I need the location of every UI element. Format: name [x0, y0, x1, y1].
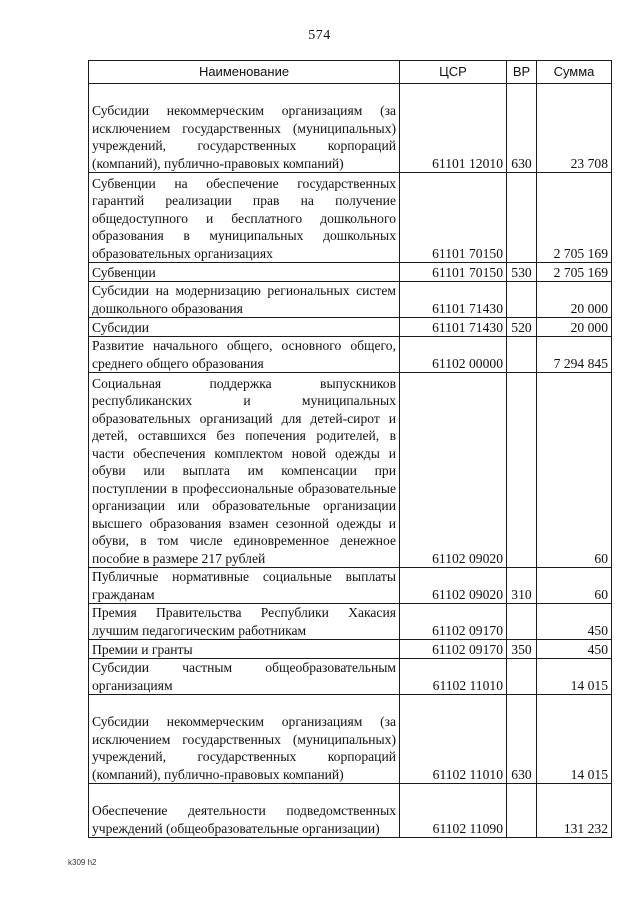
- row-name: Социальная поддержка выпускников республиканских и муниципальных образовательных организаций для детей-сирот и детей, оставшихся без попечения родителей, в части обеспечения комплектом новой одежды и обуви или выплата им компенсации при поступлении в профессиональные образовательные организации или образовательные организации высшего образования взамен сезонной одежды и обуви, в том числе единовременное денежное пособие в размере 217 рублей: [89, 373, 400, 568]
- row-sum: 131 232: [537, 784, 612, 838]
- footer-code: k309 h2: [68, 858, 97, 867]
- row-csr: 61102 11010: [400, 695, 507, 784]
- row-name: Субсидии: [89, 318, 400, 337]
- row-vr: 630: [507, 84, 537, 173]
- row-sum: 2 705 169: [537, 263, 612, 282]
- row-csr: 61101 71430: [400, 318, 507, 337]
- row-sum: 60: [537, 373, 612, 568]
- column-header-csr: ЦСР: [400, 61, 507, 84]
- row-csr: 61102 09020: [400, 568, 507, 604]
- row-vr: [507, 282, 537, 318]
- row-sum: 60: [537, 568, 612, 604]
- row-vr: 310: [507, 568, 537, 604]
- table-row: [89, 282, 612, 318]
- row-name: Публичные нормативные социальные выплаты гражданам: [89, 568, 400, 604]
- table-row: [89, 695, 612, 784]
- table-row: [89, 640, 612, 659]
- table-row: [89, 568, 612, 604]
- row-sum: 14 015: [537, 695, 612, 784]
- row-sum: 23 708: [537, 84, 612, 173]
- row-name: Субсидии частным общеобразовательным организациям: [89, 659, 400, 695]
- row-csr: 61102 11090: [400, 784, 507, 838]
- row-vr: 630: [507, 695, 537, 784]
- row-csr: 61101 71430: [400, 282, 507, 318]
- table-row: [89, 173, 612, 263]
- row-name: Субсидии на модернизацию региональных систем дошкольного образования: [89, 282, 400, 318]
- table-row: [89, 337, 612, 373]
- row-csr: 61101 70150: [400, 173, 507, 263]
- column-header-vr: ВР: [507, 61, 537, 84]
- row-name: Субсидии некоммерческим организациям (за исключением государственных (муниципальных) учреждений, государственных корпораций (компаний), публично-правовых компаний): [89, 84, 400, 173]
- table-row: [89, 84, 612, 173]
- row-name: Субвенции на обеспечение государственных гарантий реализации прав на получение общедоступного и бесплатного дошкольного образования в муниципальных дошкольных образовательных организациях: [89, 173, 400, 263]
- row-sum: 7 294 845: [537, 337, 612, 373]
- table-row: [89, 263, 612, 282]
- row-csr: 61102 11010: [400, 659, 507, 695]
- row-sum: 450: [537, 604, 612, 640]
- row-name: Субвенции: [89, 263, 400, 282]
- row-name: Премии и гранты: [89, 640, 400, 659]
- row-sum: 20 000: [537, 282, 612, 318]
- row-vr: [507, 373, 537, 568]
- table-row: [89, 604, 612, 640]
- row-vr: [507, 173, 537, 263]
- row-vr: [507, 659, 537, 695]
- table-row: [89, 659, 612, 695]
- row-csr: 61102 09020: [400, 373, 507, 568]
- row-csr: 61101 70150: [400, 263, 507, 282]
- table-header-row: [89, 61, 612, 84]
- row-csr: 61102 09170: [400, 604, 507, 640]
- row-sum: 2 705 169: [537, 173, 612, 263]
- column-header-sum: Сумма: [537, 61, 612, 84]
- row-name: Премия Правительства Республики Хакасия лучшим педагогическим работникам: [89, 604, 400, 640]
- row-vr: [507, 604, 537, 640]
- row-sum: 20 000: [537, 318, 612, 337]
- row-vr: 350: [507, 640, 537, 659]
- table-row: [89, 318, 612, 337]
- row-vr: [507, 784, 537, 838]
- column-header-name: Наименование: [89, 61, 400, 84]
- row-csr: 61102 09170: [400, 640, 507, 659]
- row-name: Субсидии некоммерческим организациям (за исключением государственных (муниципальных) учреждений, государственных корпораций (компаний), публично-правовых компаний): [89, 695, 400, 784]
- row-name: Обеспечение деятельности подведомственных учреждений (общеобразовательные организации): [89, 784, 400, 838]
- row-sum: 450: [537, 640, 612, 659]
- table-row: [89, 373, 612, 568]
- table-row: [89, 784, 612, 838]
- row-vr: 530: [507, 263, 537, 282]
- row-name: Развитие начального общего, основного общего, среднего общего образования: [89, 337, 400, 373]
- row-csr: 61102 00000: [400, 337, 507, 373]
- page-number: 574: [308, 28, 331, 43]
- row-csr: 61101 12010: [400, 84, 507, 173]
- row-vr: 520: [507, 318, 537, 337]
- budget-table: [88, 60, 612, 838]
- row-sum: 14 015: [537, 659, 612, 695]
- row-vr: [507, 337, 537, 373]
